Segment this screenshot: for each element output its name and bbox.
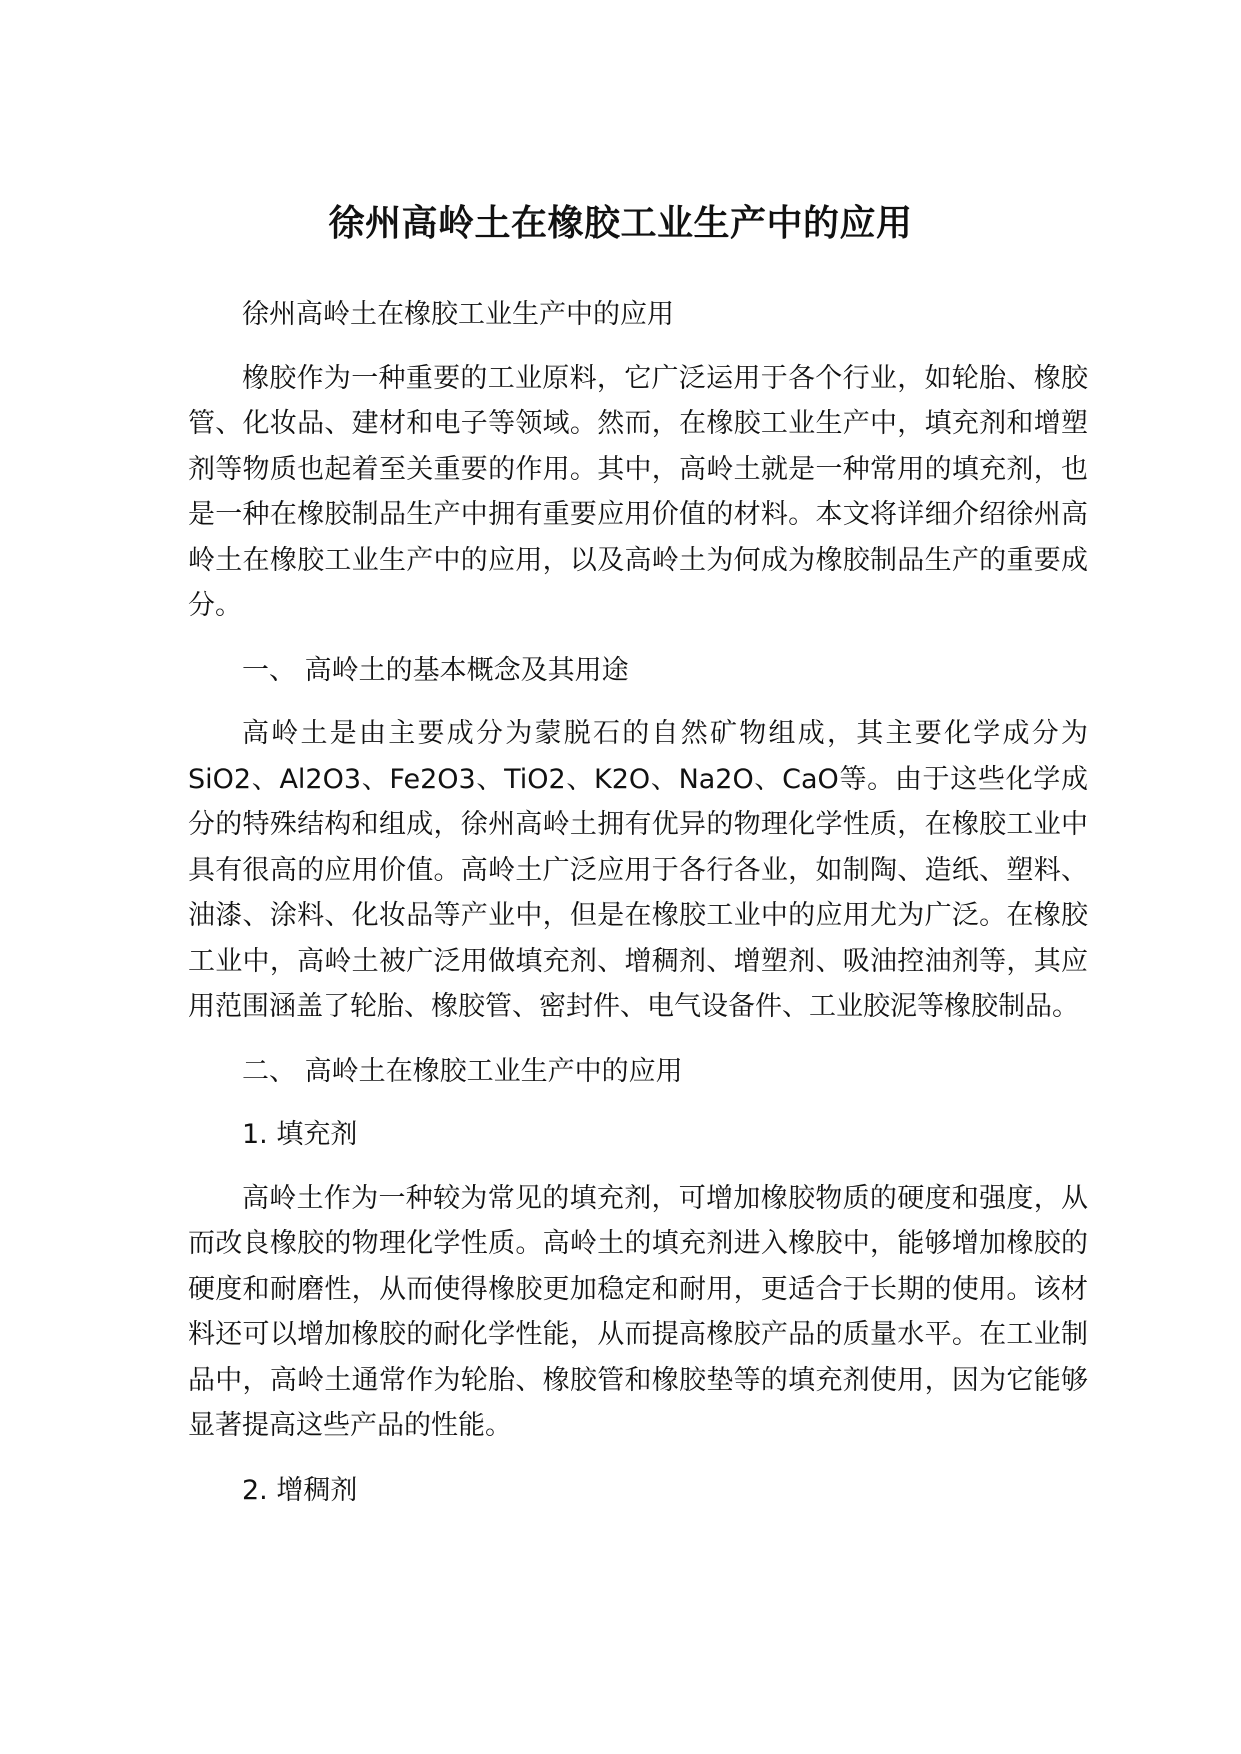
section-heading-1: 一、 高岭土的基本概念及其用途: [242, 654, 629, 686]
intro-paragraph: 橡胶作为一种重要的工业原料，它广泛运用于各个行业，如轮胎、橡胶管、化妆品、建材和电子等领域。然而，在橡胶工业生产中，填充剂和增塑剂等物质也起着至关重要的作用。其中，高岭土就是一种常用的填充剂，也是一种在橡胶制品生产中拥有重要应用价值的材料。本文将详细介绍徐州高岭土在橡胶工业生产中的应用，以及高岭土为何成为橡胶制品生产的重要成分。: [188, 362, 1088, 621]
document-body: [188, 292, 1088, 1513]
section-1-paragraph: 高岭土是由主要成分为蒙脱石的自然矿物组成，其主要化学成分为SiO2、Al2O3、Fe2O3、TiO2、K2O、Na2O、CaO等。由于这些化学成分的特殊结构和组成，徐州高岭土拥有优异的物理化学性质，在橡胶工业中具有很高的应用价值。高岭土广泛应用于各行各业，如制陶、造纸、塑料、油漆、涂料、化妆品等产业中，但是在橡胶工业中的应用尤为广泛。在橡胶工业中，高岭土被广泛用做填充剂、增稠剂、增塑剂、吸油控油剂等，其应用范围涵盖了轮胎、橡胶管、密封件、电气设备件、工业胶泥等橡胶制品。: [188, 718, 1088, 1022]
subsection-heading-filler: 1. 填充剂: [242, 1119, 358, 1150]
filler-paragraph: 高岭土作为一种较为常见的填充剂，可增加橡胶物质的硬度和强度，从而改良橡胶的物理化学性质。高岭土的填充剂进入橡胶中，能够增加橡胶的硬度和耐磨性，从而使得橡胶更加稳定和耐用，更适合于长期的使用。该材料还可以增加橡胶的耐化学性能，从而提高橡胶产品的质量水平。在工业制品中，高岭土通常作为轮胎、橡胶管和橡胶垫等的填充剂使用，因为它能够显著提高这些产品的性能。: [188, 1182, 1088, 1441]
subsection-heading-thickener: 2. 增稠剂: [242, 1474, 358, 1506]
document-title: 徐州高岭土在橡胶工业生产中的应用: [328, 203, 913, 245]
section-heading-2: 二、 高岭土在橡胶工业生产中的应用: [242, 1055, 683, 1087]
subtitle-paragraph: 徐州高岭土在橡胶工业生产中的应用: [242, 299, 674, 330]
